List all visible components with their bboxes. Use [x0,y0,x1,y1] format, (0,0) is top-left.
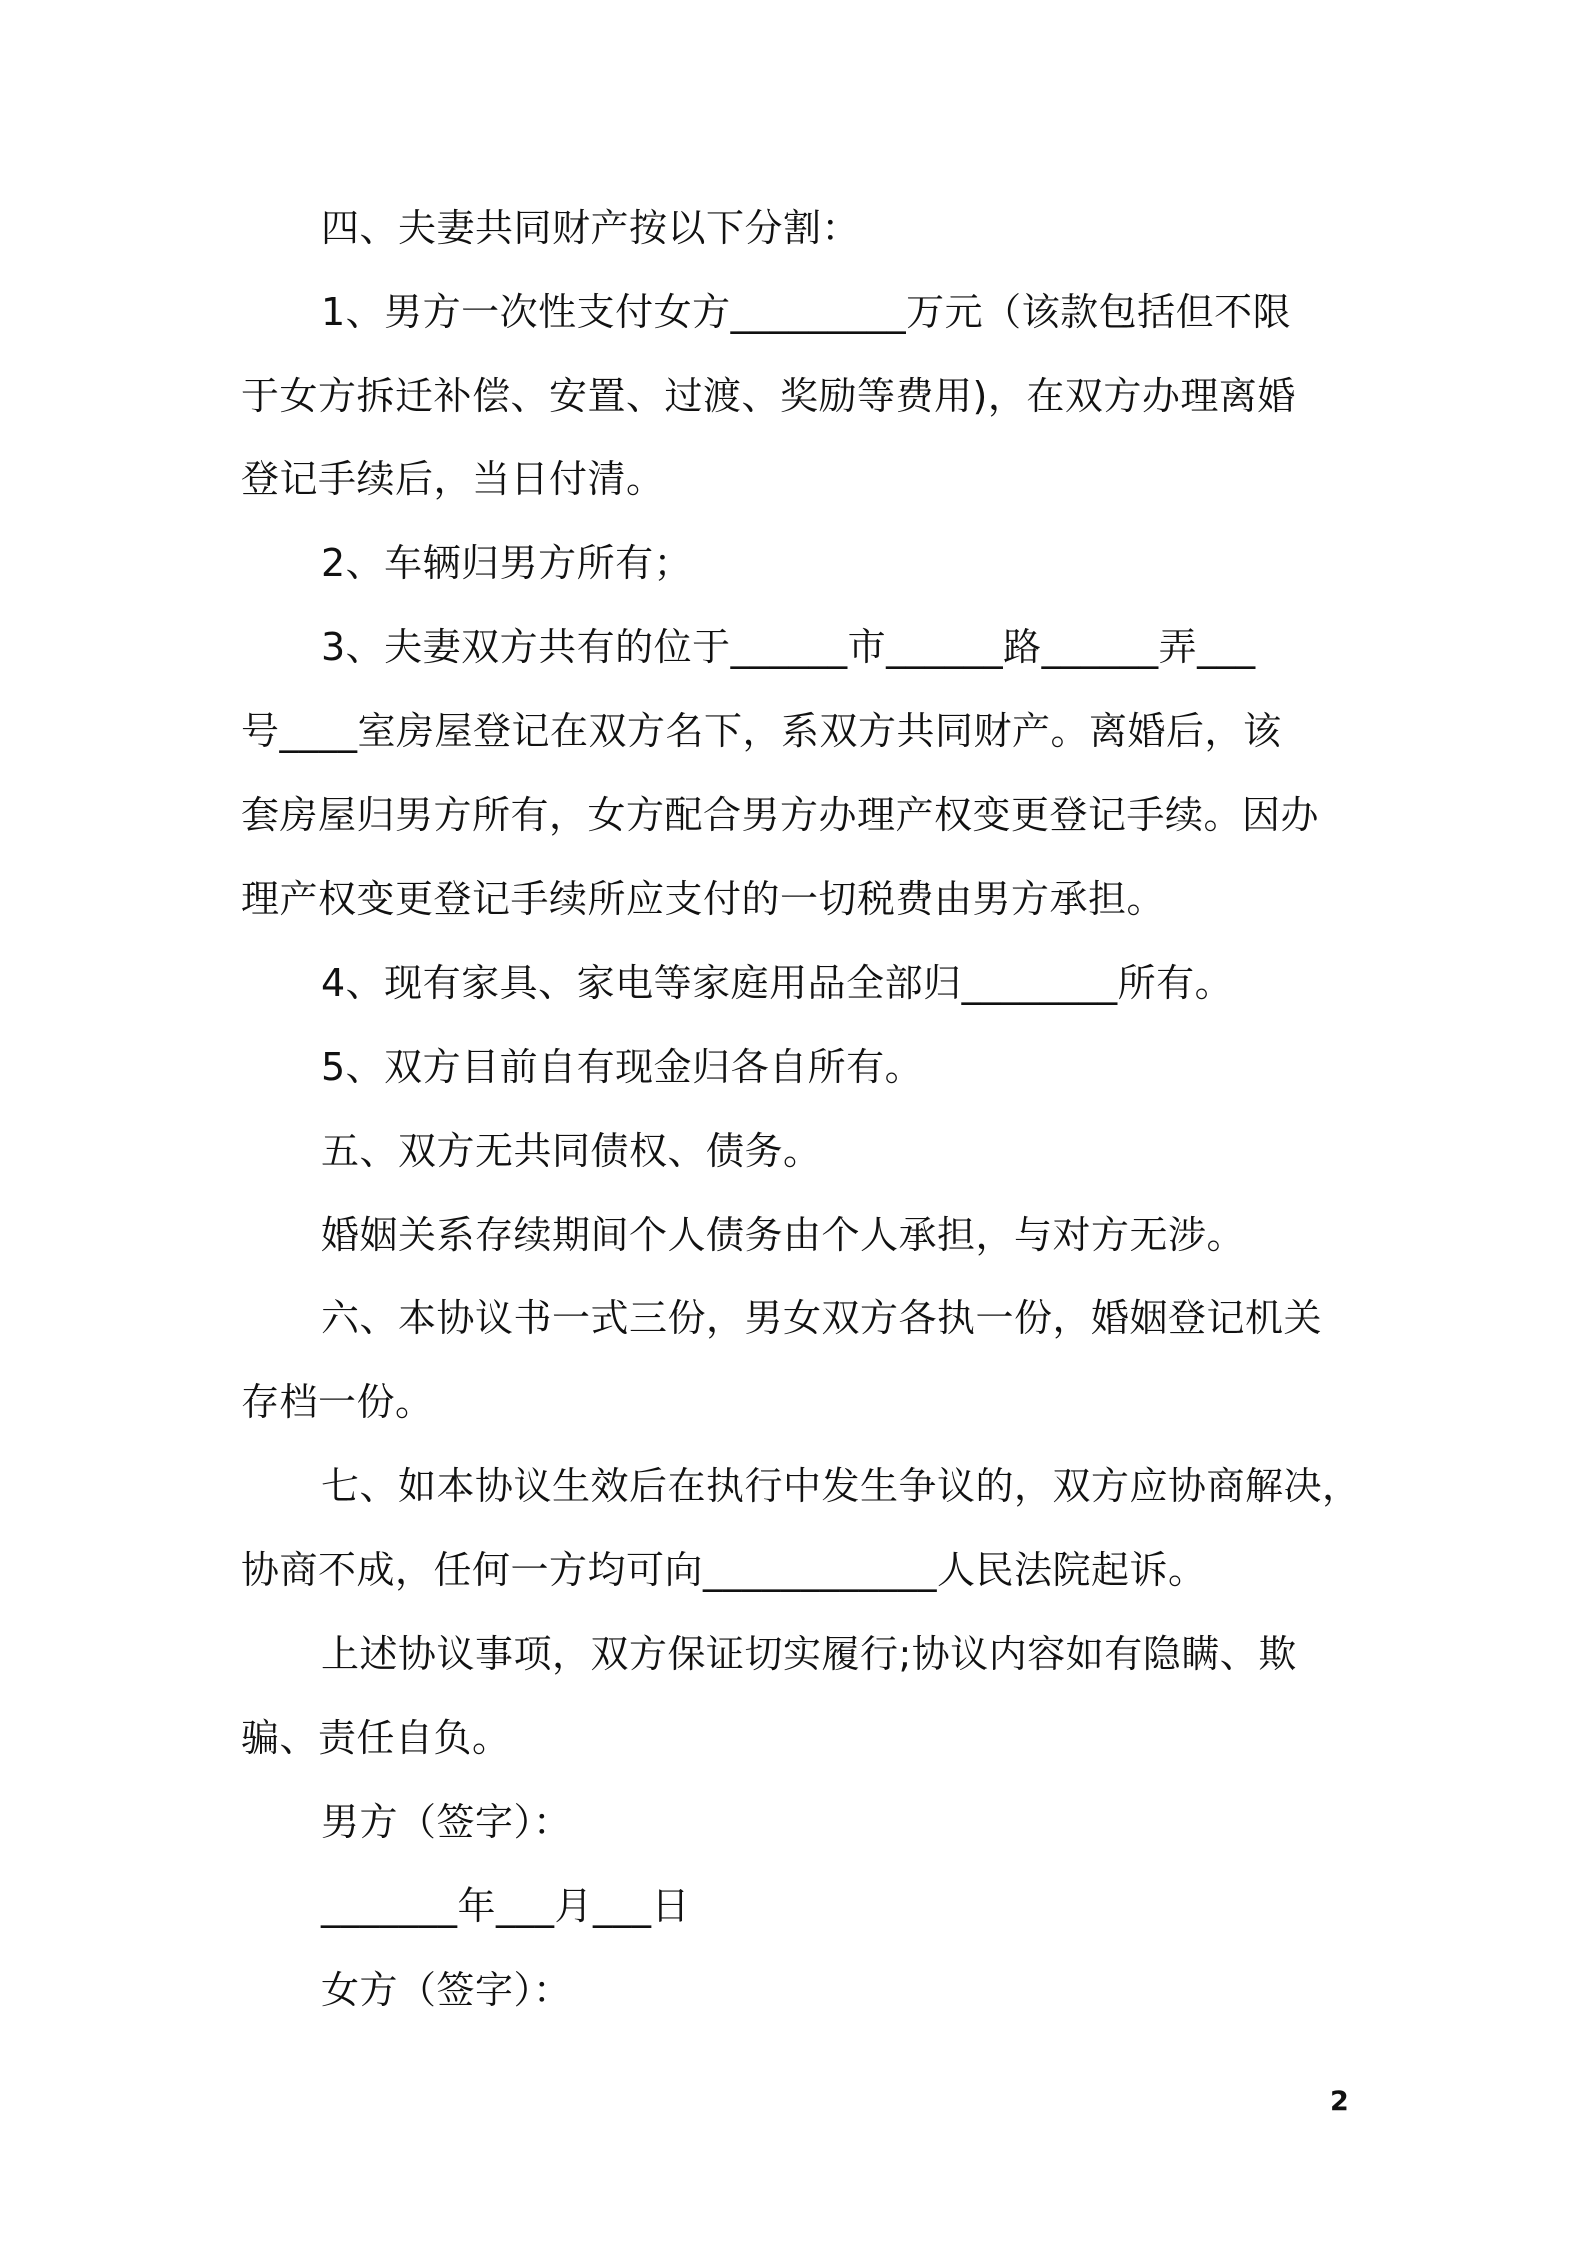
clause-4: 4、现有家具、家电等家庭用品全部归________所有。 [321,961,1234,1005]
section-copies-line-1: 六、本协议书一式三份，男女双方各执一份，婚姻登记机关 [321,1296,1323,1340]
clause-1-line-2: 于女方拆迁补偿、安置、过渡、奖励等费用)，在双方办理离婚 [241,374,1296,418]
clause-3-line-4: 理产权变更登记手续所应支付的一切税费由男方承担。 [241,877,1166,921]
section-disputes-line-2: 协商不成，任何一方均可向____________人民法院起诉。 [241,1548,1207,1592]
clause-3-line-3: 套房屋归男方所有，女方配合男方办理产权变更登记手续。因办 [241,793,1320,837]
section-copies-line-2: 存档一份。 [241,1380,434,1424]
clause-3-line-1: 3、夫妻双方共有的位于______市______路______弄___ [321,625,1256,669]
female-signature-label: 女方（签字）： [321,1968,572,2012]
clause-3-line-2: 号____室房屋登记在双方名下，系双方共同财产。离婚后，该 [241,709,1282,753]
page-number: 2 [1330,2086,1349,2117]
section-disputes-line-1: 七、如本协议生效后在执行中发生争议的，双方应协商解决， [321,1464,1361,1508]
male-signature-label: 男方（签字）： [321,1800,572,1844]
section-heading-debts: 五、双方无共同债权、债务。 [321,1129,822,1173]
section-heading-property-division: 四、夫妻共同财产按以下分割： [321,206,861,250]
clause-1-line-3: 登记手续后，当日付清。 [241,457,665,501]
clause-5: 5、双方目前自有现金归各自所有。 [321,1045,924,1089]
debts-statement: 婚姻关系存续期间个人债务由个人承担，与对方无涉。 [321,1213,1246,1257]
signature-date-line: _______年___月___日 [321,1884,691,1928]
guarantee-line-1: 上述协议事项，双方保证切实履行;协议内容如有隐瞒、欺 [321,1632,1297,1676]
guarantee-line-2: 骗、责任自负。 [241,1716,511,1760]
clause-2: 2、车辆归男方所有； [321,541,693,585]
clause-1-line-1: 1、男方一次性支付女方_________万元（该款包括但不限 [321,290,1292,334]
